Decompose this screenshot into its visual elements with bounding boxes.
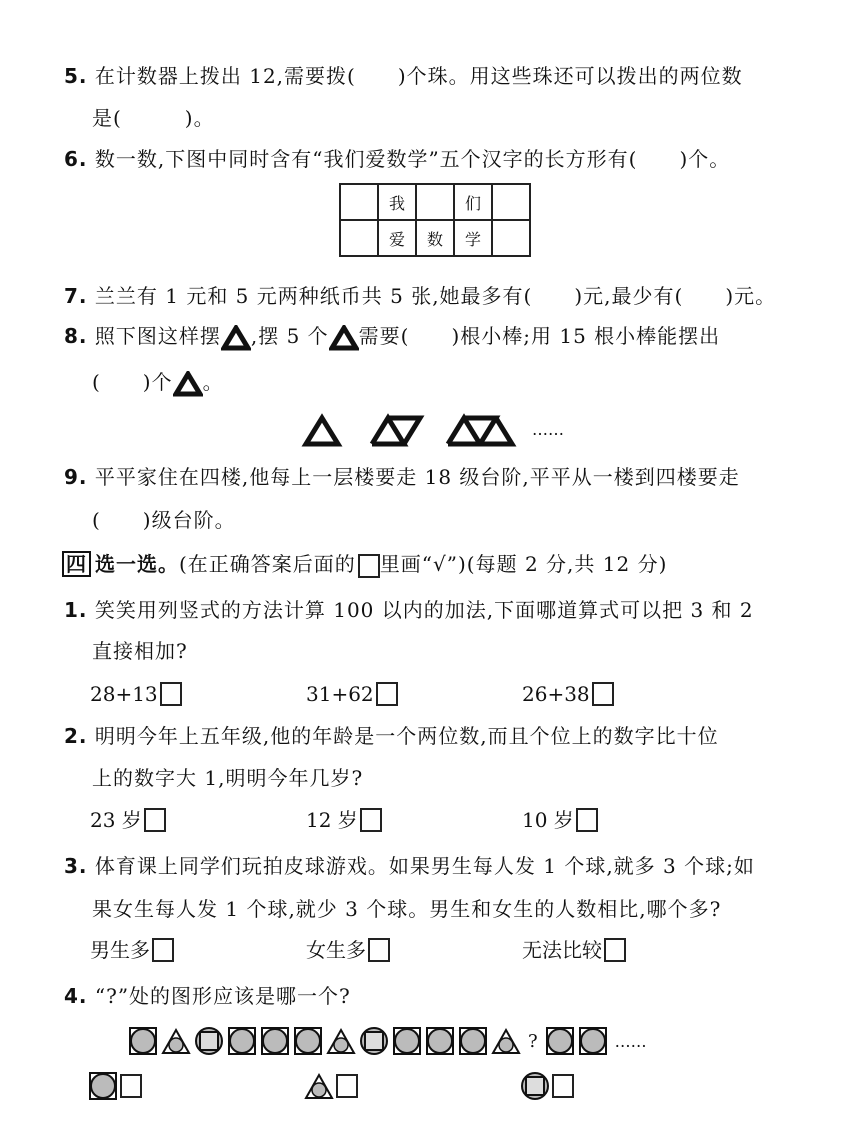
c4-option-2 — [304, 1071, 358, 1101]
grid-cell: 我 — [378, 184, 416, 220]
answer-checkbox[interactable] — [144, 808, 166, 832]
c2-option-a: 23 岁 — [90, 806, 166, 834]
triangle-sticks-icon — [221, 325, 251, 351]
answer-checkbox[interactable] — [604, 938, 626, 962]
q8-pattern-figure — [300, 412, 540, 452]
square-with-circle-icon — [260, 1026, 290, 1056]
c3-option-b: 女生多 — [306, 936, 390, 964]
circle-with-square-icon — [194, 1026, 224, 1056]
square-with-circle-icon — [392, 1026, 422, 1056]
answer-box-sample — [358, 554, 380, 578]
q5-line1: 5. 在计数器上拨出 12,需要拨( )个珠。用这些珠还可以拨出的两位数 — [64, 64, 743, 88]
q6-grid — [339, 183, 531, 257]
q9-line2: ( )级台阶。 — [92, 508, 236, 532]
grid-cell: 爱 — [378, 220, 416, 256]
triangle-sticks-icon — [329, 325, 359, 351]
c4-text: 4. “?”处的图形应该是哪一个? — [64, 984, 351, 1008]
q5-line2: 是( )。 — [92, 106, 215, 130]
q7-text: 7. 兰兰有 1 元和 5 元两种纸币共 5 张,她最多有( )元,最少有( )元。 — [64, 284, 777, 308]
triangle-with-circle-icon — [304, 1071, 334, 1101]
c1-option-a: 28+13 — [90, 680, 182, 708]
c3-line2: 果女生每人发 1 个球,就少 3 个球。男生和女生的人数相比,哪个多? — [92, 897, 722, 921]
grid-cell — [492, 220, 530, 256]
circle-with-square-icon — [359, 1026, 389, 1056]
answer-checkbox[interactable] — [336, 1074, 358, 1098]
question-mark: ? — [528, 1030, 538, 1052]
c3-option-a: 男生多 — [90, 936, 174, 964]
section-number-badge: 四 — [62, 551, 91, 577]
c2-option-b: 12 岁 — [306, 806, 382, 834]
grid-cell: 学 — [454, 220, 492, 256]
c1-option-c: 26+38 — [522, 680, 614, 708]
c4-shape-sequence — [128, 1025, 647, 1057]
triangle-with-circle-icon — [161, 1026, 191, 1056]
grid-cell: 数 — [416, 220, 454, 256]
square-with-circle-icon — [293, 1026, 323, 1056]
triangle-with-circle-icon — [326, 1026, 356, 1056]
q8-ellipsis: …… — [532, 420, 564, 439]
c1-line2: 直接相加? — [92, 639, 188, 663]
sequence-ellipsis: …… — [614, 1031, 647, 1051]
q8-line1: 8. 照下图这样摆 ,摆 5 个 需要( )根小棒;用 15 根小棒能摆出 — [64, 322, 720, 351]
square-with-circle-icon — [545, 1026, 575, 1056]
grid-cell — [340, 184, 378, 220]
answer-checkbox[interactable] — [368, 938, 390, 962]
c3-line1: 3. 体育课上同学们玩拍皮球游戏。如果男生每人发 1 个球,就多 3 个球;如 — [64, 854, 755, 878]
square-with-circle-icon — [227, 1026, 257, 1056]
c2-line2: 上的数字大 1,明明今年几岁? — [92, 766, 364, 790]
answer-checkbox[interactable] — [152, 938, 174, 962]
answer-checkbox[interactable] — [592, 682, 614, 706]
q6-text: 6. 数一数,下图中同时含有“我们爱数学”五个汉字的长方形有( )个。 — [64, 147, 731, 171]
c3-option-c: 无法比较 — [522, 936, 626, 964]
answer-checkbox[interactable] — [576, 808, 598, 832]
c2-line1: 2. 明明今年上五年级,他的年龄是一个两位数,而且个位上的数字比十位 — [64, 724, 719, 748]
c1-line1: 1. 笑笑用列竖式的方法计算 100 以内的加法,下面哪道算式可以把 3 和 2 — [64, 598, 754, 622]
grid-cell: 们 — [454, 184, 492, 220]
answer-checkbox[interactable] — [120, 1074, 142, 1098]
square-with-circle-icon — [425, 1026, 455, 1056]
triangle-sticks-icon — [173, 371, 203, 397]
square-with-circle-icon — [458, 1026, 488, 1056]
answer-checkbox[interactable] — [552, 1074, 574, 1098]
square-with-circle-icon — [578, 1026, 608, 1056]
grid-cell — [416, 184, 454, 220]
c4-option-3 — [520, 1071, 574, 1101]
grid-cell — [492, 184, 530, 220]
section4-heading: 四 选一选。(在正确答案后面的 里画“√”)(每题 2 分,共 12 分) — [62, 550, 667, 578]
c1-option-b: 31+62 — [306, 680, 398, 708]
square-with-circle-icon — [88, 1071, 118, 1101]
answer-checkbox[interactable] — [160, 682, 182, 706]
q9-line1: 9. 平平家住在四楼,他每上一层楼要走 18 级台阶,平平从一楼到四楼要走 — [64, 465, 740, 489]
answer-checkbox[interactable] — [360, 808, 382, 832]
answer-checkbox[interactable] — [376, 682, 398, 706]
q8-line2: ( )个 。 — [92, 368, 224, 397]
c4-options — [88, 1071, 608, 1103]
circle-with-square-icon — [520, 1071, 550, 1101]
triangle-with-circle-icon — [491, 1026, 521, 1056]
square-with-circle-icon — [128, 1026, 158, 1056]
c4-option-1 — [88, 1071, 142, 1101]
c2-option-c: 10 岁 — [522, 806, 598, 834]
grid-cell — [340, 220, 378, 256]
